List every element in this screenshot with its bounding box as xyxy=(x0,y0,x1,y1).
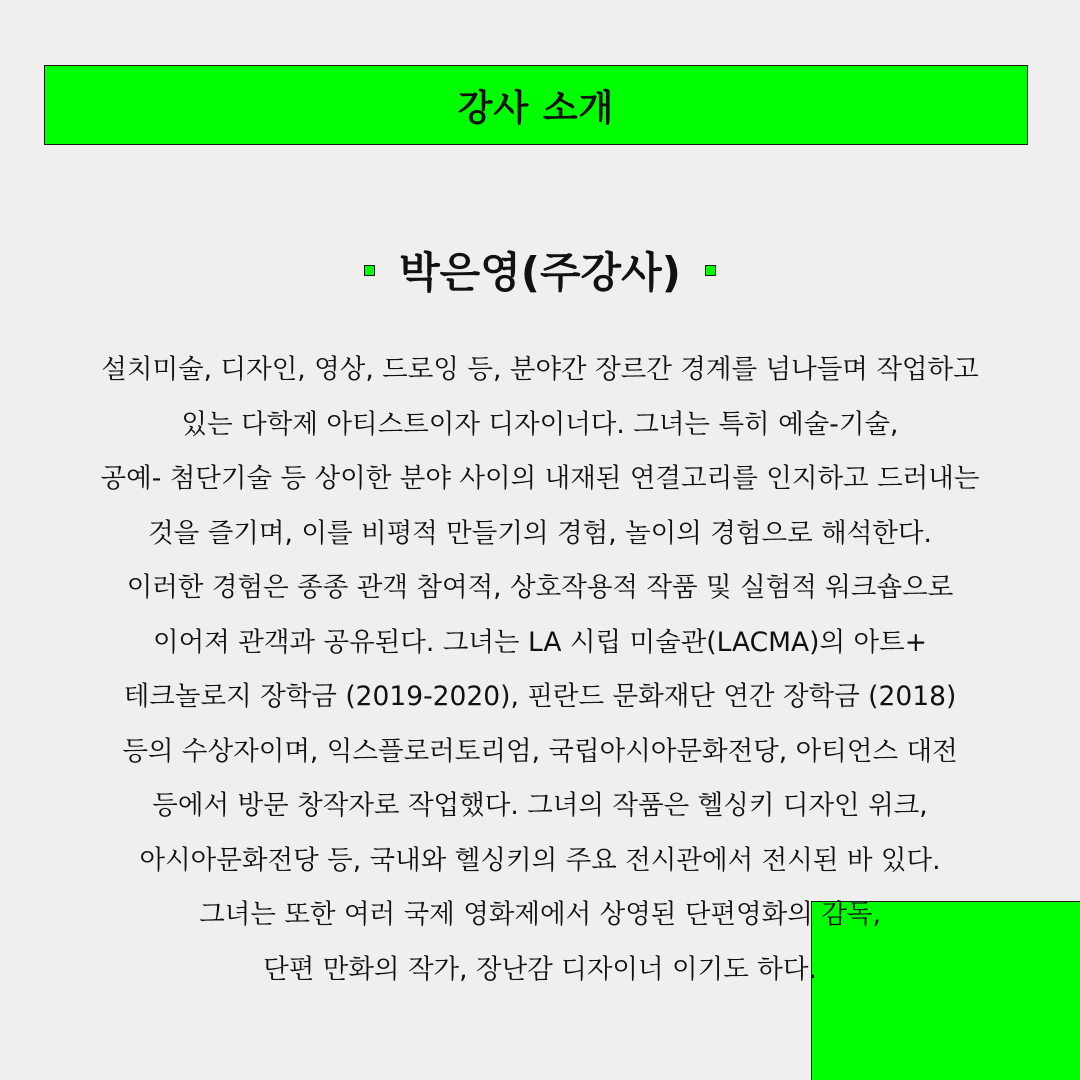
bio-line: 등에서 방문 창작자로 작업했다. 그녀의 작품은 헬싱키 디자인 위크, xyxy=(152,790,928,821)
header-banner xyxy=(44,65,1028,145)
instructor-name: 박은영(주강사) xyxy=(399,248,681,297)
green-square-bullet-icon xyxy=(364,265,375,276)
instructor-bio xyxy=(40,343,1040,997)
bio-line: 그녀는 또한 여러 국제 영화제에서 상영된 단편영화의 감독, xyxy=(199,899,881,930)
bio-line: 것을 즐기며, 이를 비평적 만들기의 경험, 놀이의 경험으로 해석한다. xyxy=(148,517,932,549)
bio-line: 단편 만화의 작가, 장난감 디자이너 이기도 하다. xyxy=(263,953,817,985)
page-title: 강사 소개 xyxy=(457,87,615,129)
bio-line: 이러한 경험은 종종 관객 참여적, 상호작용적 작품 및 실험적 워크숍으로 xyxy=(126,572,954,603)
bio-line: 아시아문화전당 등, 국내와 헬싱키의 주요 전시관에서 전시된 바 있다. xyxy=(139,844,941,876)
bio-line: 있는 다학제 아티스트이자 디자이너다. 그녀는 특히 예술-기술, xyxy=(181,408,899,440)
bio-line: 설치미술, 디자인, 영상, 드로잉 등, 분야간 장르간 경계를 넘나들며 작업하고 xyxy=(101,354,979,385)
bio-line: 등의 수상자이며, 익스플로러토리엄, 국립아시아문화전당, 아티언스 대전 xyxy=(122,735,958,767)
instructor-name-row xyxy=(0,238,1080,302)
bio-line: 테크놀로지 장학금 (2019-2020), 핀란드 문화재단 연간 장학금 (2018) xyxy=(123,681,957,712)
bio-line: 공예- 첨단기술 등 상이한 분야 사이의 내재된 연결고리를 인지하고 드러내는 xyxy=(100,463,980,494)
bio-line: 이어져 관객과 공유된다. 그녀는 LA 시립 미술관(LACMA)의 아트+ xyxy=(153,626,927,658)
green-square-bullet-icon xyxy=(705,265,716,276)
